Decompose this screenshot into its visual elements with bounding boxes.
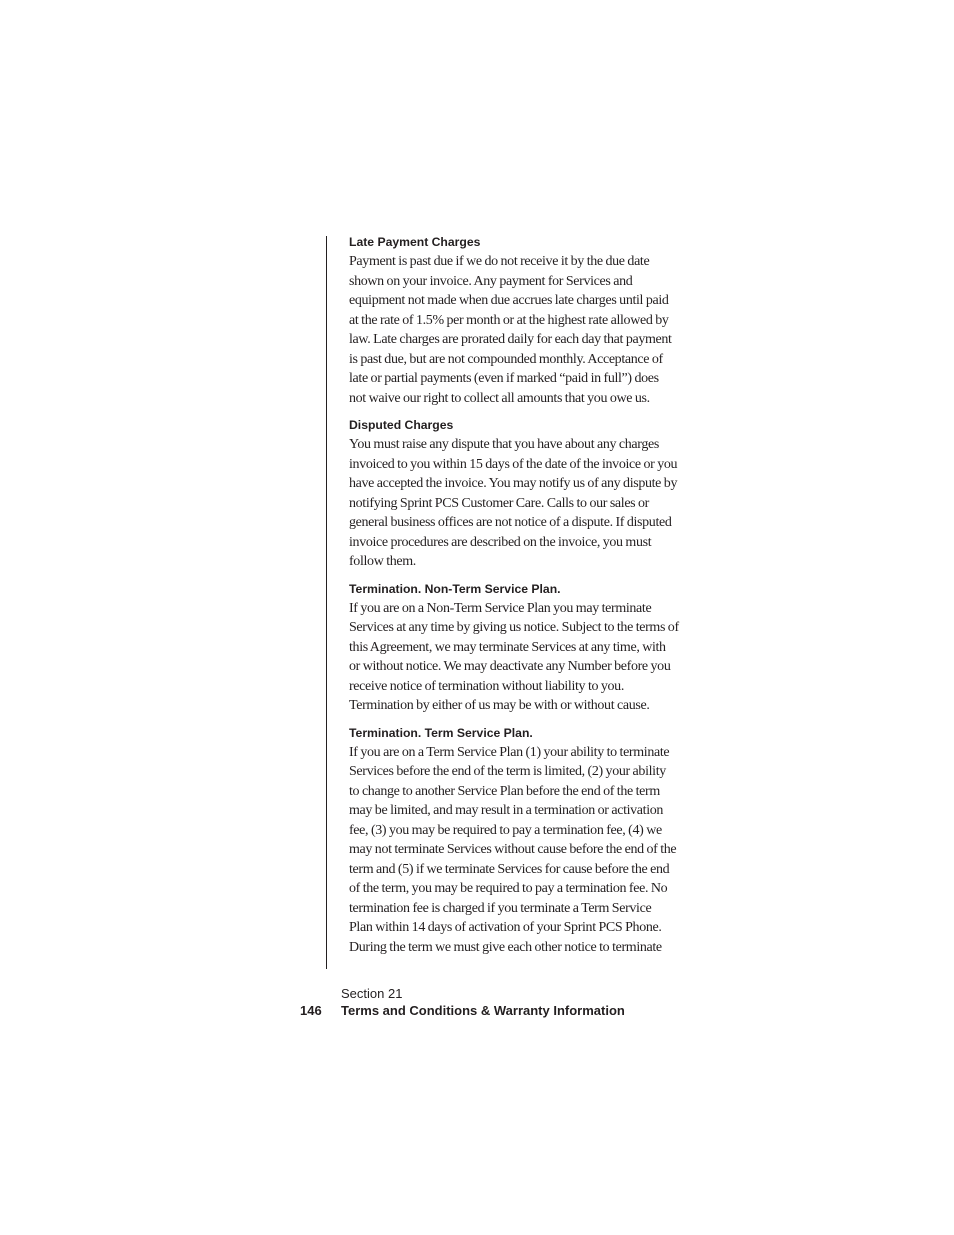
text-line: invoice procedures are described on the invoice, you must: [349, 534, 652, 550]
text-line: During the term we must give each other notice to terminate: [349, 939, 662, 955]
section-heading: Late Payment Charges: [349, 235, 481, 249]
footer-section-label: Section 21: [341, 986, 403, 1001]
text-line: may not terminate Services without cause before the end of the: [349, 842, 677, 857]
section-termination-non-term: [349, 582, 679, 716]
text-line: receive notice of termination without liability to you.: [349, 678, 624, 694]
text-line: this Agreement, we may terminate Services at any time, with: [349, 639, 666, 655]
text-line: invoiced to you within 15 days of the date of the invoice or you: [349, 456, 678, 472]
page-number: 146: [300, 1003, 322, 1018]
text-line: is past due, but are not compounded monthly. Acceptance of: [349, 351, 663, 367]
text-line: shown on your invoice. Any payment for Services and: [349, 273, 633, 289]
text-line: follow them.: [349, 554, 416, 569]
text-line: Services at any time by giving us notice. Subject to the terms of: [349, 620, 679, 635]
section-text: [349, 743, 679, 958]
text-line: fee, (3) you may be required to pay a termination fee, (4) we: [349, 822, 662, 838]
section-late-payment-charges: [349, 235, 679, 408]
section-heading: Termination. Non-Term Service Plan.: [349, 581, 561, 596]
section-termination-term: [349, 726, 679, 958]
text-line: Plan within 14 days of activation of your Sprint PCS Phone.: [349, 920, 662, 935]
text-line: late or partial payments (even if marked “paid in full”) does: [349, 371, 659, 386]
text-line: term and (5) if we terminate Services for cause before the end: [349, 861, 670, 877]
text-line: termination fee is charged if you terminate a Term Service: [349, 900, 652, 916]
document-body: [349, 235, 679, 967]
text-line: If you are on a Non-Term Service Plan you may terminate: [349, 600, 652, 616]
text-line: or without notice. We may deactivate any Number before you: [349, 659, 671, 674]
section-heading: Disputed Charges: [349, 418, 454, 432]
text-line: You must raise any dispute that you have about any charges: [349, 437, 659, 452]
text-line: may be limited, and may result in a termination or activation: [349, 803, 664, 818]
section-text: [349, 435, 679, 572]
footer-title: Terms and Conditions & Warranty Information: [341, 1003, 625, 1018]
text-line: Termination by either of us may be with or without cause.: [349, 698, 650, 713]
section-text: [349, 252, 679, 408]
text-line: at the rate of 1.5% per month or at the highest rate allowed by: [349, 312, 669, 328]
section-disputed-charges: [349, 418, 679, 572]
text-line: If you are on a Term Service Plan (1) your ability to terminate: [349, 744, 670, 760]
text-line: equipment not made when due accrues late charges until paid: [349, 293, 669, 308]
text-line: Services before the end of the term is limited, (2) your ability: [349, 764, 666, 779]
section-text: [349, 599, 679, 716]
text-line: general business offices are not notice of a dispute. If disputed: [349, 515, 672, 530]
margin-rule: [326, 236, 327, 969]
text-line: law. Late charges are prorated daily for each day that payment: [349, 332, 672, 347]
text-line: have accepted the invoice. You may notify us of any dispute by: [349, 476, 678, 491]
text-line: not waive our right to collect all amounts that you owe us.: [349, 390, 650, 406]
text-line: notifying Sprint PCS Customer Care. Calls to our sales or: [349, 495, 649, 511]
section-heading: Termination. Term Service Plan.: [349, 725, 533, 740]
text-line: of the term, you may be required to pay a termination fee. No: [349, 881, 668, 896]
text-line: Payment is past due if we do not receive it by the due date: [349, 254, 650, 269]
text-line: to change to another Service Plan before the end of the term: [349, 783, 660, 799]
